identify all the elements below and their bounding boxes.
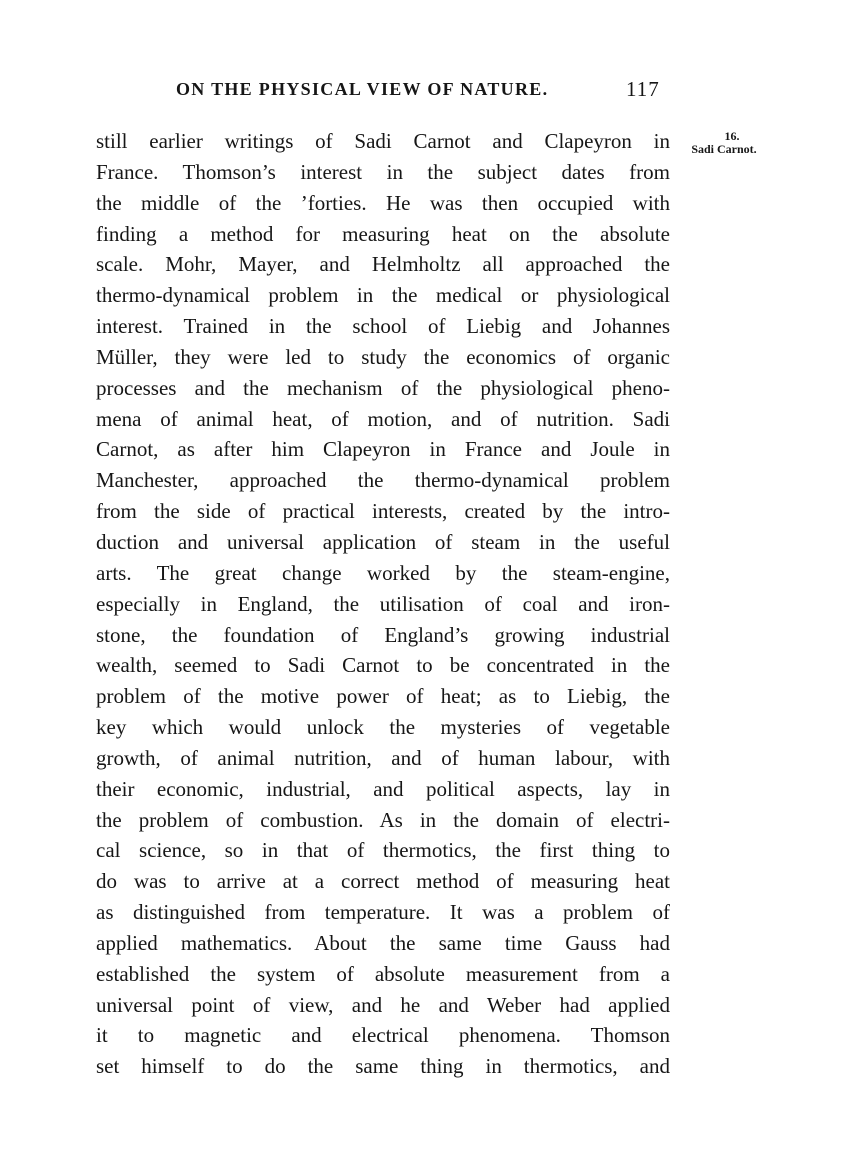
text-line: their economic, industrial, and political aspects, lay in [96,776,670,801]
text-line: arts. The great change worked by the steam-engine, [96,560,670,585]
text-line: key which would unlock the mysteries of vegetable [96,715,670,740]
text-line: from the side of practical interests, created by the intro- [96,499,670,524]
text-line: processes and the mechanism of the physiological pheno- [96,375,670,400]
text-line: established the system of absolute measurement from a [96,961,670,986]
text-line: mena of animal heat, of motion, and of nutrition. Sadi [96,406,670,431]
text-line: problem of the motive power of heat; as to Liebig, the [96,684,670,709]
text-line: especially in England, the utilisation of coal and iron- [96,591,670,616]
text-line: the problem of combustion. As in the domain of electri- [96,807,670,832]
text-line: thermo-dynamical problem in the medical or physiological [96,283,670,308]
text-line: stone, the foundation of England’s growing industrial [96,622,670,647]
text-line: growth, of animal nutrition, and of human labour, with [96,745,670,770]
text-line: applied mathematics. About the same time Gauss had [96,930,670,955]
running-head [176,74,676,104]
margin-note-label: Sadi Carnot. [691,142,757,156]
text-line: Manchester, approached the thermo-dynamical problem [96,468,670,493]
text-line: as distinguished from temperature. It was a problem of [96,900,670,925]
text-line: duction and universal application of steam in the useful [96,529,670,554]
text-line: France. Thomson’s interest in the subject dates from [96,159,670,184]
text-line: it to magnetic and electrical phenomena. Thomson [96,1023,670,1048]
margin-note [676,130,772,156]
text-line: set himself to do the same thing in thermotics, and [96,1054,670,1079]
text-line: scale. Mohr, Mayer, and Helmholtz all approached the [96,252,670,277]
margin-note-number: 16. [724,129,740,143]
text-line: universal point of view, and he and Weber had applied [96,992,670,1017]
text-line: interest. Trained in the school of Liebig and Johannes [96,314,670,339]
text-line: Müller, they were led to study the economics of organic [96,344,670,369]
text-line: still earlier writings of Sadi Carnot and Clapeyron in [96,129,670,153]
text-line: do was to arrive at a correct method of measuring heat [96,869,670,894]
running-title: ON THE PHYSICAL VIEW OF NATURE. [176,79,549,99]
text-line: finding a method for measuring heat on the absolute [96,221,670,246]
page-number: 117 [626,77,660,101]
text-line: the middle of the ’forties. He was then occupied with [96,190,670,215]
text-line: wealth, seemed to Sadi Carnot to be concentrated in the [96,653,670,678]
body-text [96,126,670,1082]
text-line: Carnot, as after him Clapeyron in France and Joule in [96,437,670,462]
text-line: cal science, so in that of thermotics, the first thing to [96,838,670,863]
